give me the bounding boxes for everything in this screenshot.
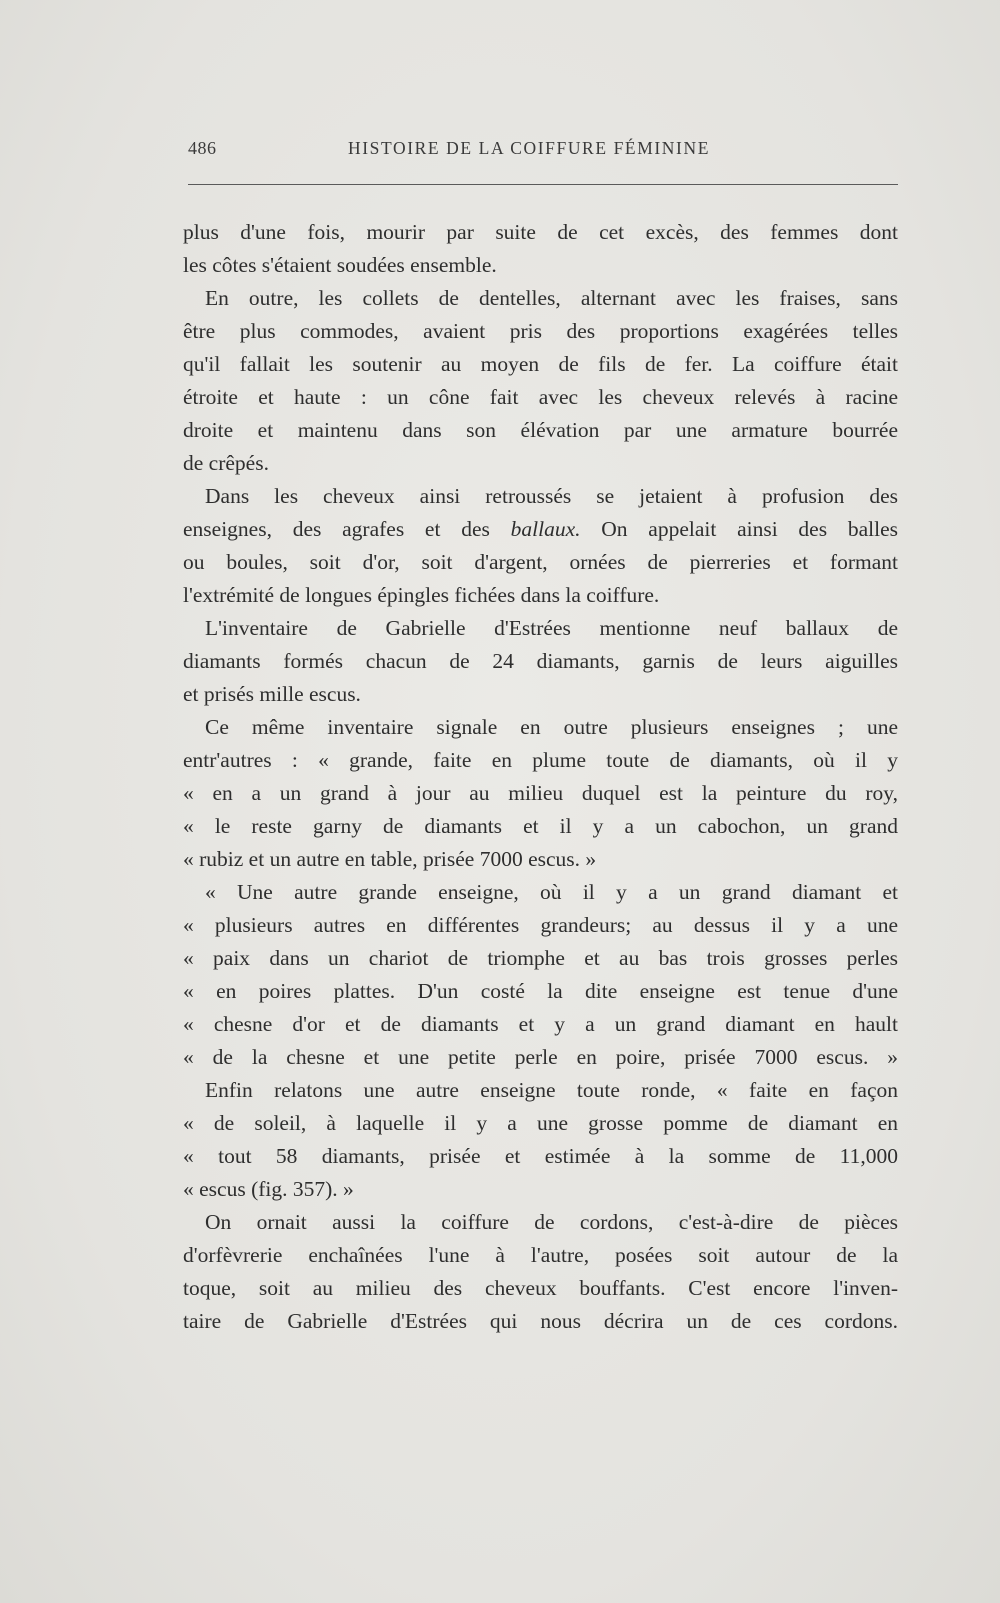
text-line: « de soleil, à laquelle il y a une grosse pomme de diamant en [183,1111,898,1135]
text-line: plus d'une fois, mourir par suite de cet excès, des femmes dont [183,220,898,244]
text-line: « escus (fig. 357). » [183,1177,354,1201]
text-line: diamants formés chacun de 24 diamants, garnis de leurs aiguilles [183,649,898,673]
page-number: 486 [188,138,217,158]
text-line: « paix dans un chariot de triomphe et au bas trois grosses perles [183,946,898,970]
text-line: qu'il fallait les soutenir au moyen de fils de fer. La coiffure était [183,352,898,376]
text-line: « rubiz et un autre en table, prisée 7000 escus. » [183,847,597,871]
text-line: « Une autre grande enseigne, où il y a un grand diamant et [205,880,898,904]
text-line: On ornait aussi la coiffure de cordons, c'est-à-dire de pièces [205,1210,898,1234]
running-title: HISTOIRE DE LA COIFFURE FÉMININE [348,138,710,158]
text-line: étroite et haute : un cône fait avec les cheveux relevés à racine [183,385,898,409]
text-line: « plusieurs autres en différentes grandeurs; au dessus il y a une [183,913,898,937]
text-segment: enseignes, des agrafes et des [183,517,511,541]
text-line [183,513,898,546]
text-line: droite et maintenu dans son élévation par une armature bourrée [183,418,898,442]
text-line: Enfin relatons une autre enseigne toute ronde, « faite en façon [205,1078,898,1102]
text-line: d'orfèvrerie enchaînées l'une à l'autre, posées soit autour de la [183,1243,898,1267]
text-line: « en poires plattes. D'un costé la dite enseigne est tenue d'une [183,979,898,1003]
text-line: toque, soit au milieu des cheveux bouffants. C'est encore l'inven- [183,1276,898,1300]
text-line: L'inventaire de Gabrielle d'Estrées mentionne neuf ballaux de [205,616,898,640]
text-line: de crêpés. [183,451,269,475]
text-segment: On appelait ainsi des balles [580,517,898,541]
text-line: Ce même inventaire signale en outre plusieurs enseignes ; une [205,715,898,739]
text-line: l'extrémité de longues épingles fichées dans la coiffure. [183,583,660,607]
page-header [188,136,898,166]
header-rule [188,184,898,185]
text-line: et prisés mille escus. [183,682,361,706]
text-line: entr'autres : « grande, faite en plume toute de diamants, où il y [183,748,898,772]
italic-term: ballaux. [510,517,581,541]
text-line: les côtes s'étaient soudées ensemble. [183,253,497,277]
text-line: En outre, les collets de dentelles, alternant avec les fraises, sans [205,286,898,310]
text-line: « de la chesne et une petite perle en poire, prisée 7000 escus. » [183,1045,898,1069]
text-line: Dans les cheveux ainsi retroussés se jetaient à profusion des [205,484,898,508]
text-line: « le reste garny de diamants et il y a un cabochon, un grand [183,814,898,838]
text-line: ou boules, soit d'or, soit d'argent, ornées de pierreries et formant [183,550,898,574]
text-line: « tout 58 diamants, prisée et estimée à la somme de 11,000 [183,1144,898,1168]
text-line: « en a un grand à jour au milieu duquel est la peinture du roy, [183,781,898,805]
body-text [183,216,898,1338]
text-line: taire de Gabrielle d'Estrées qui nous décrira un de ces cordons. [183,1309,898,1333]
text-line: être plus commodes, avaient pris des proportions exagérées telles [183,319,898,343]
text-line: « chesne d'or et de diamants et y a un grand diamant en hault [183,1012,898,1036]
